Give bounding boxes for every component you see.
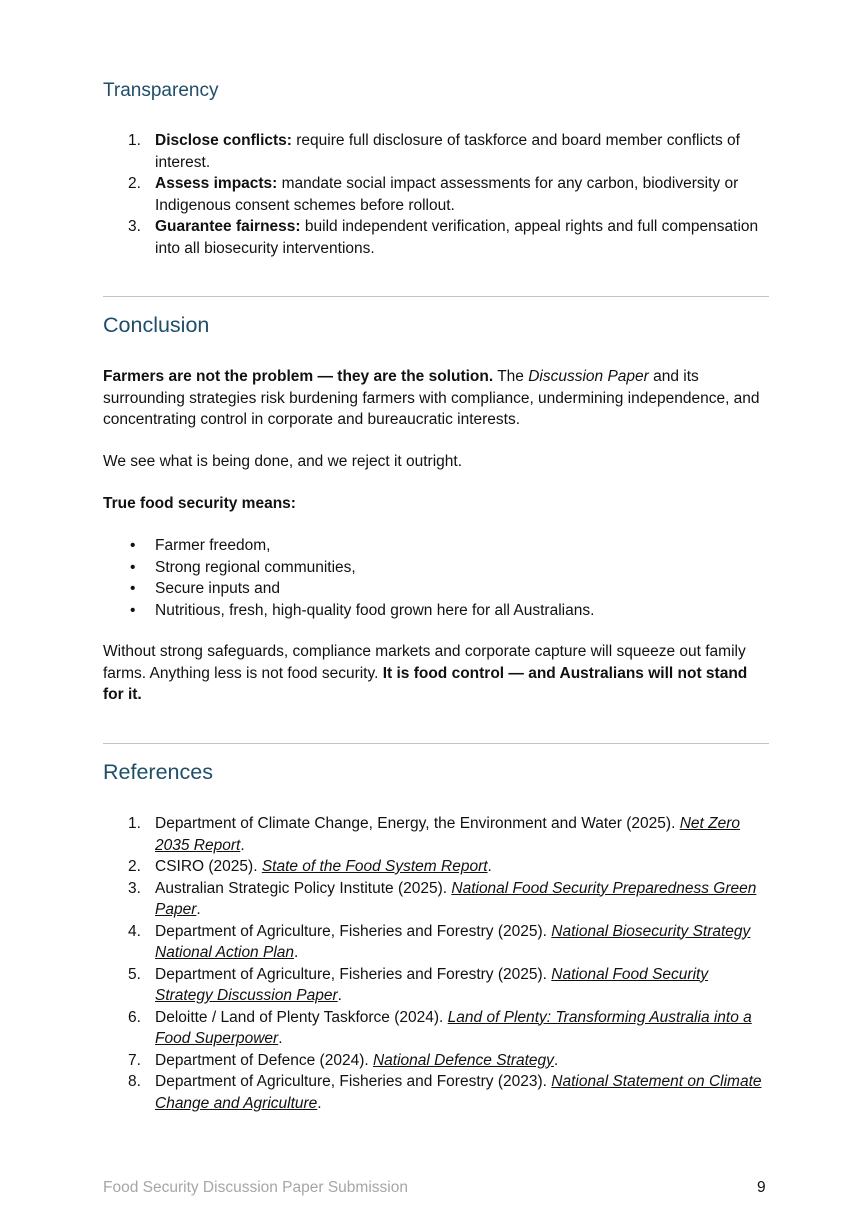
bullet-icon: •: [130, 601, 136, 619]
reference-item: [103, 813, 769, 856]
list-item: [103, 173, 769, 216]
list-number: 4.: [128, 922, 141, 940]
reference-link[interactable]: National Food Security Preparedness Green Paper: [155, 879, 757, 918]
reference-link[interactable]: National Food Security Strategy Discussion Paper: [155, 965, 709, 1004]
food-security-bullets: [103, 535, 594, 621]
list-item: [103, 535, 594, 557]
list-item-text: require full disclosure of taskforce and board member conflicts of interest.: [155, 132, 740, 171]
bullet-text: Nutritious, fresh, high-quality food grown here for all Australians.: [155, 601, 595, 619]
text-run: .: [337, 987, 342, 1004]
list-item: [103, 130, 769, 173]
list-number: 1.: [128, 815, 141, 832]
list-number: 2.: [128, 175, 141, 192]
list-number: 1.: [128, 132, 141, 149]
reference-item: [103, 878, 769, 921]
bullet-icon: •: [130, 537, 136, 554]
text-run: .: [294, 944, 299, 961]
reference-source: Department of Agriculture, Fisheries and Forestry (2025).: [155, 965, 552, 983]
conclusion-paragraph-3: [103, 641, 769, 706]
reference-link[interactable]: National Defence Strategy: [372, 1051, 554, 1069]
section-divider: [103, 296, 769, 297]
transparency-list: [103, 130, 769, 259]
reference-source: Department of Defence (2024).: [155, 1051, 373, 1069]
reference-item: [103, 1050, 769, 1072]
conclusion-heading: Conclusion: [103, 313, 210, 337]
bullet-icon: •: [130, 558, 136, 576]
list-number: 3.: [128, 218, 141, 235]
list-number: 5.: [128, 965, 141, 983]
list-item: [103, 578, 594, 600]
list-item-text: mandate social impact assessments for any carbon, biodiversity or Indigenous consent schemes before rollout.: [155, 175, 739, 214]
list-item-label: Disclose conflicts:: [155, 132, 292, 149]
reference-link[interactable]: Net Zero 2035 Report: [155, 815, 740, 854]
text-run: .: [278, 1030, 283, 1047]
list-item-label: Assess impacts:: [155, 175, 278, 192]
reference-link[interactable]: State of the Food System Report: [261, 858, 488, 875]
reference-link[interactable]: National Biosecurity Strategy National Action Plan: [155, 922, 751, 961]
list-item: [103, 216, 769, 259]
means-label: [103, 493, 769, 515]
closing-statement: It is food control — and Australians will not stand for it.: [103, 664, 748, 703]
text-run: .: [196, 901, 201, 918]
bullet-icon: •: [130, 580, 136, 597]
list-item-label: Guarantee fairness:: [155, 218, 301, 235]
means-label-text: True food security means:: [103, 495, 296, 512]
reference-link[interactable]: National Statement on Climate Change and Agriculture: [155, 1073, 762, 1112]
reference-source: Deloitte / Land of Plenty Taskforce (2024).: [155, 1008, 448, 1026]
references-heading: References: [103, 760, 213, 784]
conclusion-paragraph-1: [103, 366, 769, 431]
bullet-text: Strong regional communities,: [155, 558, 356, 576]
list-item-text: build independent verification, appeal rights and full compensation into all biosecurity interventions.: [155, 218, 759, 257]
reference-source: Department of Agriculture, Fisheries and Forestry (2023).: [155, 1073, 552, 1090]
reference-source: Department of Agriculture, Fisheries and Forestry (2025).: [155, 922, 552, 940]
section-divider: [103, 743, 769, 744]
transparency-heading: Transparency: [103, 80, 219, 101]
list-number: 3.: [128, 879, 141, 897]
text-run: .: [317, 1094, 322, 1112]
list-number: 7.: [128, 1051, 141, 1069]
reference-item: [103, 856, 769, 878]
reference-source: Department of Climate Change, Energy, the Environment and Water (2025).: [155, 815, 680, 832]
reference-item: [103, 964, 769, 1007]
page-number: 9: [757, 1179, 766, 1196]
reference-item: [103, 1007, 769, 1050]
list-number: 8.: [128, 1073, 141, 1090]
lead-statement: Farmers are not the problem — they are the solution.: [103, 368, 494, 385]
bullet-text: Secure inputs and: [155, 580, 280, 597]
text-run: .: [487, 858, 492, 875]
reference-source: Australian Strategic Policy Institute (2025).: [155, 879, 452, 897]
discussion-paper-italic: Discussion Paper: [528, 368, 649, 385]
reference-link[interactable]: Land of Plenty: Transforming Australia into a Food Superpower: [155, 1008, 752, 1047]
footer-document-title: Food Security Discussion Paper Submission: [103, 1179, 408, 1196]
reference-item: [103, 1071, 769, 1114]
text-run: .: [240, 836, 245, 854]
list-number: 6.: [128, 1008, 141, 1026]
text-run: .: [553, 1051, 559, 1069]
conclusion-paragraph-2: We see what is being done, and we reject it outright.: [103, 453, 463, 470]
list-number: 2.: [128, 858, 141, 875]
text-run: Without strong safeguards, compliance markets and corporate capture will squeeze out family farms. Anything less is not food security.: [103, 643, 746, 682]
reference-item: [103, 921, 769, 964]
references-list: [103, 813, 769, 1114]
text-run: and its surrounding strategies risk burdening farmers with compliance, undermining independence, and concentrating control in corporate and bureaucratic interests.: [103, 368, 760, 428]
list-item: [103, 557, 594, 579]
reference-source: CSIRO (2025).: [155, 858, 262, 875]
bullet-text: Farmer freedom,: [155, 537, 271, 554]
list-item: [103, 600, 594, 622]
text-run: The: [493, 368, 529, 385]
